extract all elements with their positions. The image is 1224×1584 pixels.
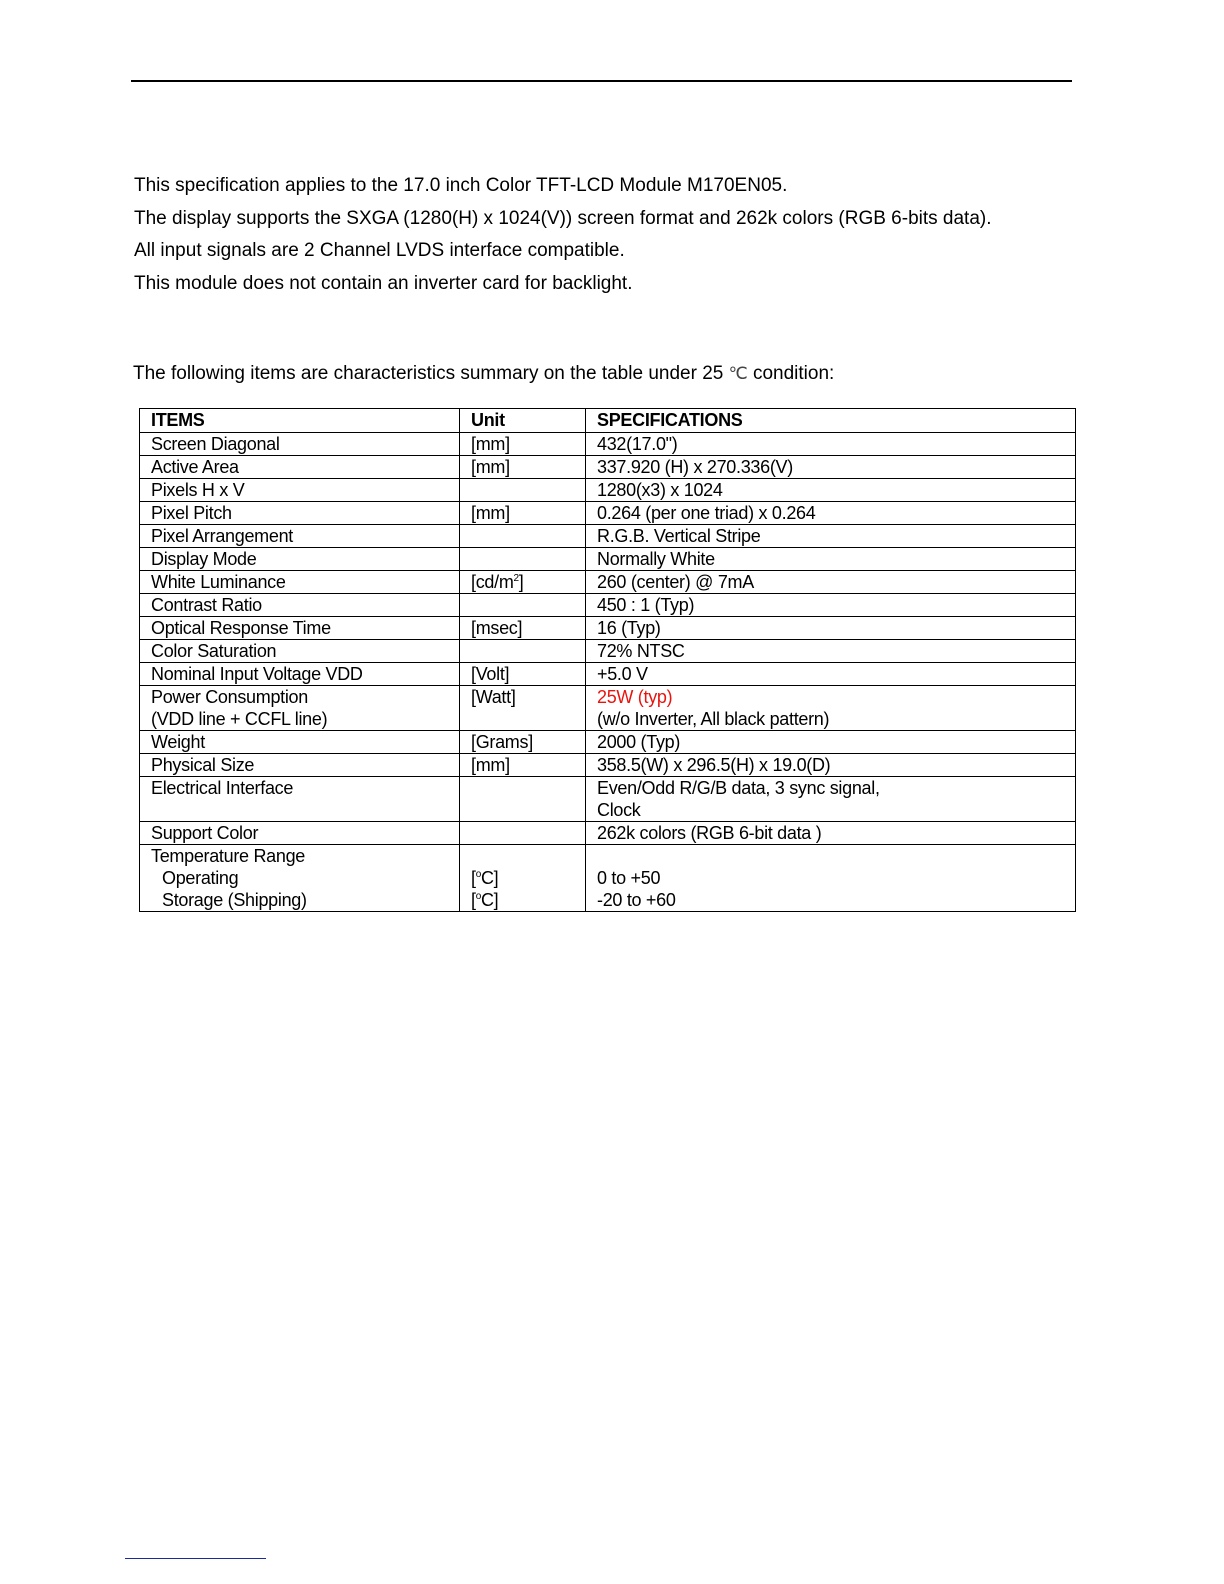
cell-unit: [460, 479, 586, 502]
cell-unit: [460, 822, 586, 845]
footer-link-rule: [125, 1558, 266, 1559]
cell-line: Even/Odd R/G/B data, 3 sync signal,: [597, 778, 880, 798]
summary-sentence: [133, 363, 834, 385]
degree-symbol: ℃: [728, 364, 748, 383]
cell-line: Active Area: [151, 457, 239, 477]
cell-line: Nominal Input Voltage VDD: [151, 664, 363, 684]
table-row: [140, 663, 1076, 686]
cell-unit: [460, 525, 586, 548]
cell-line: 25W (typ): [597, 687, 673, 707]
cell-line: Color Saturation: [151, 641, 277, 661]
cell-spec: [586, 479, 1076, 502]
table-row: [140, 845, 1076, 912]
cell-item: [140, 731, 460, 754]
table-row: [140, 479, 1076, 502]
cell-line: [mm]: [471, 434, 510, 454]
table-row: [140, 548, 1076, 571]
cell-line: 16 (Typ): [597, 618, 661, 638]
cell-line: (w/o Inverter, All black pattern): [597, 709, 830, 729]
cell-spec: [586, 433, 1076, 456]
cell-item: [140, 456, 460, 479]
summary-text-after: condition:: [747, 363, 835, 384]
table-row: [140, 456, 1076, 479]
cell-line: 337.920 (H) x 270.336(V): [597, 457, 793, 477]
cell-line: 72% NTSC: [597, 641, 685, 661]
cell-line: R.G.B. Vertical Stripe: [597, 526, 761, 546]
cell-line: +5.0 V: [597, 664, 648, 684]
cell-unit: [460, 456, 586, 479]
table-row: [140, 754, 1076, 777]
cell-item: [140, 845, 460, 912]
cell-item: [140, 594, 460, 617]
cell-line: Storage (Shipping): [162, 890, 307, 910]
cell-line: Physical Size: [151, 755, 255, 775]
table-body: [140, 433, 1076, 912]
cell-line: [471, 777, 585, 799]
cell-line: [mm]: [471, 755, 510, 775]
cell-line: 0 to +50: [597, 868, 661, 888]
cell-spec: [586, 640, 1076, 663]
unit-tail: C]: [480, 868, 499, 888]
cell-unit: [460, 594, 586, 617]
cell-spec: [586, 525, 1076, 548]
cell-line: White Luminance: [151, 572, 286, 592]
table-row: [140, 502, 1076, 525]
header-specifications: SPECIFICATIONS: [586, 409, 1076, 433]
intro-line: This module does not contain an inverter card for backlight.: [134, 272, 633, 294]
cell-line: Normally White: [597, 549, 715, 569]
cell-spec: [586, 456, 1076, 479]
specifications-table: [139, 408, 1076, 912]
cell-line: Optical Response Time: [151, 618, 331, 638]
cell-item: [140, 525, 460, 548]
table-row: [140, 822, 1076, 845]
cell-unit: [460, 433, 586, 456]
cell-line: Weight: [151, 732, 205, 752]
table-row: [140, 731, 1076, 754]
cell-unit: [460, 845, 586, 912]
cell-line: [Volt]: [471, 664, 510, 684]
cell-unit: [460, 502, 586, 525]
cell-line: [471, 594, 585, 616]
cell-line: [471, 867, 585, 889]
cell-line: (VDD line + CCFL line): [151, 709, 328, 729]
cell-unit: [460, 754, 586, 777]
cell-item: [140, 777, 460, 822]
cell-line: Operating: [162, 868, 239, 888]
cell-unit: [460, 777, 586, 822]
cell-line: Pixel Arrangement: [151, 526, 293, 546]
table-row: [140, 686, 1076, 731]
cell-line: 260 (center) @ 7mA: [597, 572, 754, 592]
cell-spec: [586, 594, 1076, 617]
cell-line: Clock: [597, 800, 641, 820]
table-row: [140, 617, 1076, 640]
cell-line: Contrast Ratio: [151, 595, 262, 615]
intro-line: This specification applies to the 17.0 inch Color TFT-LCD Module M170EN05.: [134, 175, 788, 196]
table-row: [140, 571, 1076, 594]
header-unit: Unit: [460, 409, 586, 433]
cell-line: Screen Diagonal: [151, 434, 280, 454]
cell-line: [471, 822, 585, 844]
cell-unit: [460, 731, 586, 754]
cell-unit: [460, 663, 586, 686]
cell-spec: [586, 777, 1076, 822]
cell-unit: [460, 571, 586, 594]
cell-line: [471, 845, 585, 867]
cell-line: [471, 640, 585, 662]
intro-section: [134, 175, 1114, 305]
cell-spec: [586, 822, 1076, 845]
cell-spec: [586, 571, 1076, 594]
cell-line: [msec]: [471, 618, 523, 638]
header-items: ITEMS: [140, 409, 460, 433]
cell-spec: [586, 754, 1076, 777]
cell-spec: [586, 617, 1076, 640]
cell-unit: [460, 640, 586, 663]
cell-spec: [586, 731, 1076, 754]
cell-item: [140, 822, 460, 845]
cell-item: [140, 754, 460, 777]
cell-item: [140, 433, 460, 456]
cell-line: 358.5(W) x 296.5(H) x 19.0(D): [597, 755, 831, 775]
cell-line: [Watt]: [471, 687, 516, 707]
cell-item: [140, 640, 460, 663]
unit-superscript: o: [475, 891, 481, 902]
unit-superscript: 2: [513, 573, 519, 584]
cell-line: 2000 (Typ): [597, 732, 681, 752]
unit-tail: C]: [480, 890, 499, 910]
cell-line: Temperature Range: [151, 846, 305, 866]
cell-unit: [460, 548, 586, 571]
cell-line: Support Color: [151, 823, 259, 843]
cell-line: 1280(x3) x 1024: [597, 480, 723, 500]
cell-line: [471, 571, 585, 593]
cell-line: [Grams]: [471, 732, 533, 752]
unit-base: [: [471, 890, 476, 910]
cell-item: [140, 548, 460, 571]
table-row: [140, 640, 1076, 663]
intro-line: All input signals are 2 Channel LVDS interface compatible.: [134, 240, 625, 261]
cell-line: Pixels H x V: [151, 480, 245, 500]
table-row: [140, 777, 1076, 822]
cell-line: [471, 525, 585, 547]
cell-line: [mm]: [471, 503, 510, 523]
table-row: [140, 594, 1076, 617]
cell-line: [471, 548, 585, 570]
cell-unit: [460, 686, 586, 731]
cell-item: [140, 479, 460, 502]
cell-line: Power Consumption: [151, 687, 308, 707]
unit-tail: ]: [518, 572, 524, 592]
cell-line: [mm]: [471, 457, 510, 477]
cell-line: 432(17.0"): [597, 434, 678, 454]
unit-base: [cd/m: [471, 572, 514, 592]
cell-line: Pixel Pitch: [151, 503, 232, 523]
cell-unit: [460, 617, 586, 640]
cell-spec: [586, 845, 1076, 912]
cell-spec: [586, 663, 1076, 686]
cell-line: 0.264 (per one triad) x 0.264: [597, 503, 816, 523]
intro-line: The display supports the SXGA (1280(H) x 1024(V)) screen format and 262k colors (RGB 6-bits data).: [134, 207, 992, 229]
cell-line: Display Mode: [151, 549, 257, 569]
table-row: [140, 433, 1076, 456]
cell-item: [140, 617, 460, 640]
header-rule: [131, 80, 1072, 82]
cell-line: 450 : 1 (Typ): [597, 595, 695, 615]
cell-line: -20 to +60: [597, 890, 676, 910]
summary-text-before: The following items are characteristics summary on the table under 25: [133, 363, 729, 384]
cell-item: [140, 686, 460, 731]
unit-base: [: [471, 868, 476, 888]
cell-line: [471, 889, 585, 911]
cell-line: [471, 479, 585, 501]
cell-line: 262k colors (RGB 6-bit data ): [597, 823, 822, 843]
table-row: [140, 525, 1076, 548]
table-header-row: [140, 409, 1076, 433]
cell-item: [140, 571, 460, 594]
cell-spec: [586, 502, 1076, 525]
cell-item: [140, 663, 460, 686]
cell-spec: [586, 548, 1076, 571]
cell-item: [140, 502, 460, 525]
cell-line: [597, 845, 1075, 867]
cell-spec: [586, 686, 1076, 731]
cell-line: Electrical Interface: [151, 778, 294, 798]
unit-superscript: o: [475, 869, 481, 880]
